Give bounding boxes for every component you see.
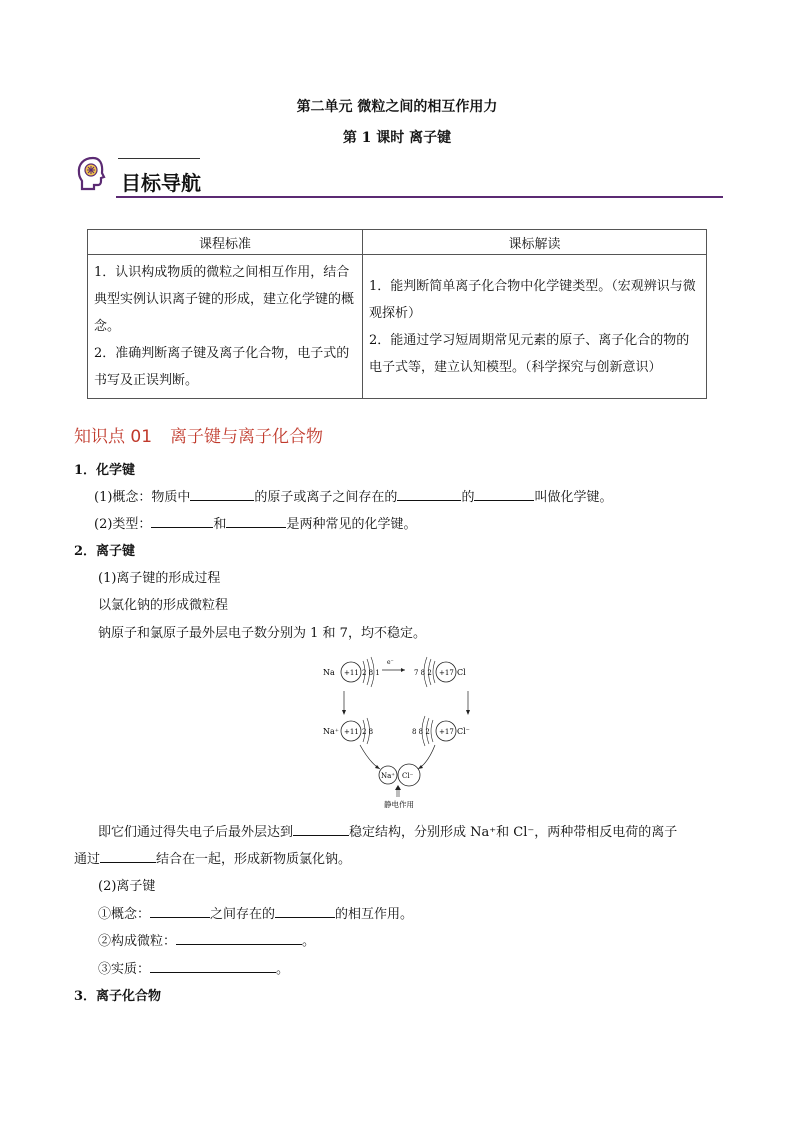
force-arrowhead — [395, 785, 401, 790]
blank[interactable] — [176, 932, 302, 945]
force-label: 静电作用 — [384, 800, 414, 809]
s2-sub2: (2)离子键 — [98, 879, 156, 894]
blank[interactable] — [150, 960, 276, 973]
blank[interactable] — [474, 488, 534, 501]
s2-sub1-b: 钠原子和氯原子最外层电子数分别为 1 和 7，均不稳定。 — [98, 626, 426, 641]
s1-concept-line: (1)概念：物质中 的原子或离子之间存在的 的 叫做化学键。 — [94, 490, 613, 505]
blank[interactable] — [293, 823, 349, 836]
blank[interactable] — [275, 905, 335, 918]
header-top-rule — [118, 158, 200, 159]
knowledge-point-heading — [74, 422, 341, 447]
s2-particles-line: ②构成微粒： 。 — [98, 934, 316, 949]
na-down-arrowhead — [342, 710, 346, 715]
s2-para-line-1: 即它们通过得失电子后最外层达到 稳定结构，分别形成 Na⁺和 Cl⁻，两种带相反电荷的离子 — [98, 825, 678, 840]
na-ion-shells: 2 8 — [362, 728, 374, 736]
section-2-title: 2．离子键 — [74, 544, 136, 559]
blank[interactable] — [190, 488, 254, 501]
blank[interactable] — [397, 488, 461, 501]
cl-ion-core: +17 — [439, 728, 454, 736]
col1-cell — [88, 255, 363, 399]
electron-label: e⁻ — [387, 659, 394, 666]
header-label: 目标导航 — [121, 171, 201, 195]
cl-down-arrowhead — [466, 710, 470, 715]
na-shells: 2 8 1 — [362, 669, 380, 677]
na-ion-core: +11 — [344, 728, 359, 736]
s2-sub1-a: 以氯化钠的形成微粒程 — [98, 598, 229, 613]
cl-core: +17 — [439, 669, 454, 677]
col1-item-1: 1．认识构成物质的微粒之间相互作用，结合典型实例认识离子键的形成，建立化学键的概念。 — [94, 265, 355, 334]
header-rule — [116, 196, 723, 198]
s2-essence-line: ③实质： 。 — [98, 962, 290, 977]
s1-type-line: (2)类型： 和 是两种常见的化学键。 — [94, 517, 417, 532]
standards-table — [87, 229, 707, 399]
col1-item-2: 2．准确判断离子键及离子化合物，电子式的书写及正误判断。 — [94, 346, 350, 388]
pair-cl-label: Cl⁻ — [402, 772, 414, 780]
section-3-title: 3．离子化合物 — [74, 989, 162, 1004]
brain-head-icon — [74, 155, 112, 193]
col2-header: 课标解读 — [363, 230, 707, 255]
pair-na-label: Na⁺ — [381, 772, 395, 780]
col1-header: 课程标准 — [88, 230, 363, 255]
page-subtitle: 第 1 课时 离子键 — [342, 130, 452, 146]
na-core: +11 — [344, 669, 359, 677]
blank[interactable] — [226, 515, 286, 528]
blank[interactable] — [100, 850, 156, 863]
nacl-formation-diagram — [320, 655, 480, 810]
cl-converge-curve — [418, 745, 435, 769]
cl-shells: 7 8 2 — [414, 669, 432, 677]
cl-ion-label: Cl⁻ — [457, 727, 470, 736]
section-1-title: 1．化学键 — [74, 463, 136, 478]
col2-item-1: 1．能判断简单离子化合物中化学键类型。（宏观辨识与微观探析） — [369, 278, 696, 321]
cl-label: Cl — [457, 668, 466, 677]
na-ion-label: Na⁺ — [323, 727, 339, 736]
blank[interactable] — [151, 515, 213, 528]
kp-title: 离子键与离子化合物 — [170, 427, 324, 447]
cl-ion-shells: 8 8 2 — [412, 728, 430, 736]
s2-sub1: (1)离子键的形成过程 — [98, 571, 221, 586]
s2-concept-line: ①概念： 之间存在的 的相互作用。 — [98, 907, 414, 922]
blank[interactable] — [150, 905, 210, 918]
s2-para-line-2: 通过 结合在一起，形成新物质氯化钠。 — [74, 852, 352, 867]
col2-item-2: 2．能通过学习短周期常见元素的原子、离子化合的物的电子式等，建立认知模型。（科学探究与创新意识） — [369, 332, 690, 375]
electron-arrowhead — [401, 668, 405, 672]
page-title: 第二单元 微粒之间的相互作用力 — [296, 99, 498, 115]
col2-cell — [363, 255, 707, 399]
na-label: Na — [323, 668, 335, 677]
kp-number: 知识点 01 — [74, 427, 153, 447]
